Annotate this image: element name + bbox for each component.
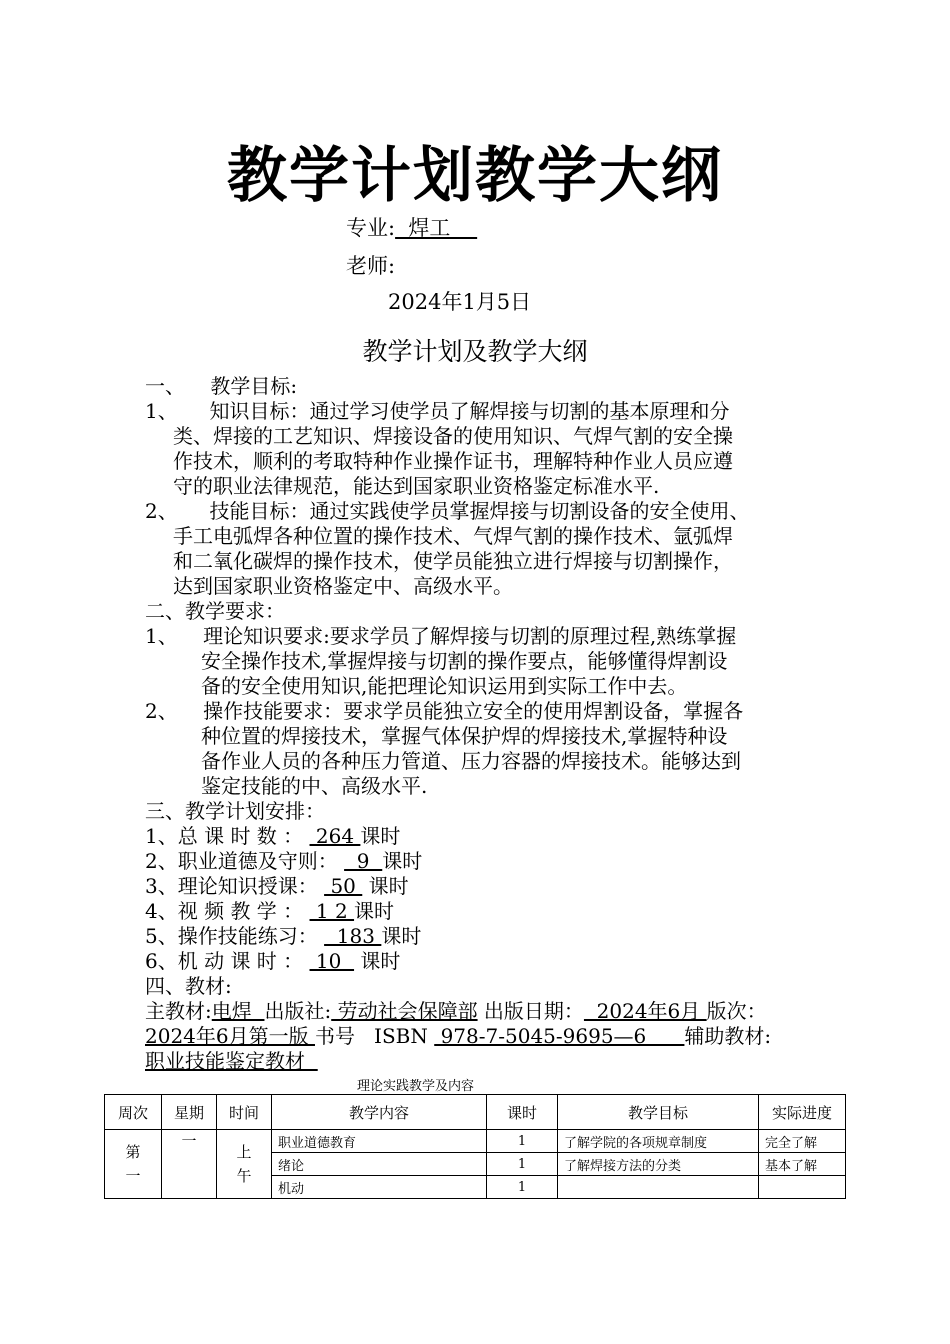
hours-unit: 课时	[382, 849, 423, 873]
progress-cell: 基本了解	[759, 1153, 846, 1176]
textbook-text: 出版日期：	[477, 999, 584, 1023]
hours-total	[145, 824, 400, 849]
content-cell: 绪论	[272, 1153, 487, 1176]
content-cell: 职业道德教育	[272, 1130, 487, 1153]
knowledge-goal-line: 1、 知识目标：通过学习使学员了解焊接与切割的基本原理和分	[145, 399, 730, 423]
textbook-text: 辅助教材:	[684, 1024, 772, 1048]
skill-goal-line: 和二氧化碳焊的操作技术，使学员能独立进行焊接与切割操作，	[173, 549, 733, 573]
header-cell: 教学目标	[558, 1095, 759, 1130]
goal-cell: 了解焊接方法的分类	[558, 1153, 759, 1176]
date: 2024年1月5日	[388, 290, 532, 314]
week-cell: 第一	[105, 1130, 162, 1199]
schedule-table	[104, 1094, 846, 1199]
hours-cell: 1	[487, 1153, 558, 1176]
textbook-text: 出版社:	[264, 999, 332, 1023]
plan-heading: 三、教学计划安排：	[145, 799, 325, 823]
textbook-text: 书号 ISBN	[314, 1024, 435, 1048]
hours-unit: 课时	[354, 949, 401, 973]
textbook-text: 主教材:	[145, 999, 212, 1023]
hours-value: 183	[324, 924, 382, 948]
hours-flexible	[145, 949, 400, 974]
skill-req-line: 鉴定技能的中、高级水平.	[201, 774, 428, 798]
hours-label: 4、视 频 教 学 ：	[145, 899, 310, 923]
header-cell: 教学内容	[272, 1095, 487, 1130]
skill-goal-line: 手工电弧焊各种位置的操作技术、气焊气割的操作技术、氩弧焊	[173, 524, 733, 548]
textbook-line	[145, 999, 767, 1024]
table-header-row	[105, 1095, 846, 1130]
textbook-line	[145, 1049, 318, 1074]
textbook-text: 版次：	[706, 999, 767, 1023]
goal-cell	[558, 1176, 759, 1199]
textbook-text: 职业技能鉴定教材	[145, 1049, 318, 1073]
header-cell: 课时	[487, 1095, 558, 1130]
major-value: 焊工	[395, 216, 478, 240]
theory-req-line: 1、 理论知识要求:要求学员了解焊接与切割的原理过程,熟练掌握	[145, 624, 737, 648]
hours-ethics	[145, 849, 422, 874]
requirement-heading: 二、教学要求：	[145, 599, 285, 623]
progress-cell	[759, 1176, 846, 1199]
theory-req-line: 备的安全使用知识,能把理论知识运用到实际工作中去。	[201, 674, 688, 698]
textbook-text: 电焊	[211, 999, 265, 1023]
skill-goal-line: 达到国家职业资格鉴定中、高级水平。	[173, 574, 513, 598]
knowledge-goal-line: 作技术，顺利的考取特种作业操作证书，理解特种作业人员应遵	[173, 449, 733, 473]
hours-value: 9	[344, 849, 383, 873]
weekday-cell: 一	[162, 1130, 217, 1199]
theory-req-line: 安全操作技术,掌握焊接与切割的操作要点，能够懂得焊割设	[201, 649, 728, 673]
textbook-text: 978-7-5045-9695—6	[434, 1024, 685, 1048]
hours-value: 10	[309, 949, 355, 973]
hours-value: 1 2	[309, 899, 355, 923]
document-title: 教学计划教学大纲	[227, 141, 723, 211]
time-cell: 上午	[217, 1130, 272, 1199]
header-cell: 周次	[105, 1095, 162, 1130]
hours-unit: 课时	[360, 824, 401, 848]
hours-label: 3、理论知识授课：	[145, 874, 325, 898]
hours-theory	[145, 874, 409, 899]
progress-cell: 完全了解	[759, 1130, 846, 1153]
goal-cell: 了解学院的各项规章制度	[558, 1130, 759, 1153]
hours-practice	[145, 924, 421, 949]
skill-req-line: 种位置的焊接技术，掌握气体保护焊的焊接技术,掌握特种设	[201, 724, 728, 748]
hours-label: 6、机 动 课 时 ：	[145, 949, 310, 973]
textbook-text: 劳动社会保障部	[331, 999, 478, 1023]
hours-label: 5、操作技能练习：	[145, 924, 325, 948]
textbook-text: 2024年6月第一版	[145, 1024, 315, 1048]
teacher-label: 老师:	[346, 254, 396, 278]
hours-video	[145, 899, 394, 924]
hours-value: 50	[324, 874, 363, 898]
content-cell: 机动	[272, 1176, 487, 1199]
textbook-line	[145, 1024, 771, 1049]
hours-unit: 课时	[354, 899, 395, 923]
table-row	[105, 1130, 846, 1153]
knowledge-goal-line: 守的职业法律规范，能达到国家职业资格鉴定标准水平.	[173, 474, 660, 498]
hours-unit: 课时	[381, 924, 422, 948]
hours-unit: 课时	[362, 874, 409, 898]
textbook-heading: 四、教材:	[145, 974, 232, 998]
goal-heading: 一、 教学目标:	[145, 374, 298, 398]
hours-cell: 1	[487, 1130, 558, 1153]
header-cell: 实际进度	[759, 1095, 846, 1130]
hours-label: 2、职业道德及守则：	[145, 849, 345, 873]
knowledge-goal-line: 类、焊接的工艺知识、焊接设备的使用知识、气焊气割的安全操	[173, 424, 733, 448]
major-line	[346, 212, 477, 242]
skill-goal-line: 2、 技能目标：通过实践使学员掌握焊接与切割设备的安全使用、	[145, 499, 750, 523]
table-caption: 理论实践教学及内容	[357, 1079, 475, 1094]
textbook-text: 2024年6月	[583, 999, 707, 1023]
major-label: 专业:	[346, 216, 396, 240]
skill-req-line: 2、 操作技能要求：要求学员能独立安全的使用焊割设备，掌握各	[145, 699, 744, 723]
hours-label: 1、总 课 时 数 ：	[145, 824, 310, 848]
hours-value: 264	[309, 824, 361, 848]
header-cell: 星期	[162, 1095, 217, 1130]
hours-cell: 1	[487, 1176, 558, 1199]
skill-req-line: 备作业人员的各种压力管道、压力容器的焊接技术。能够达到	[201, 749, 741, 773]
subtitle: 教学计划及教学大纲	[362, 337, 588, 366]
header-cell: 时间	[217, 1095, 272, 1130]
